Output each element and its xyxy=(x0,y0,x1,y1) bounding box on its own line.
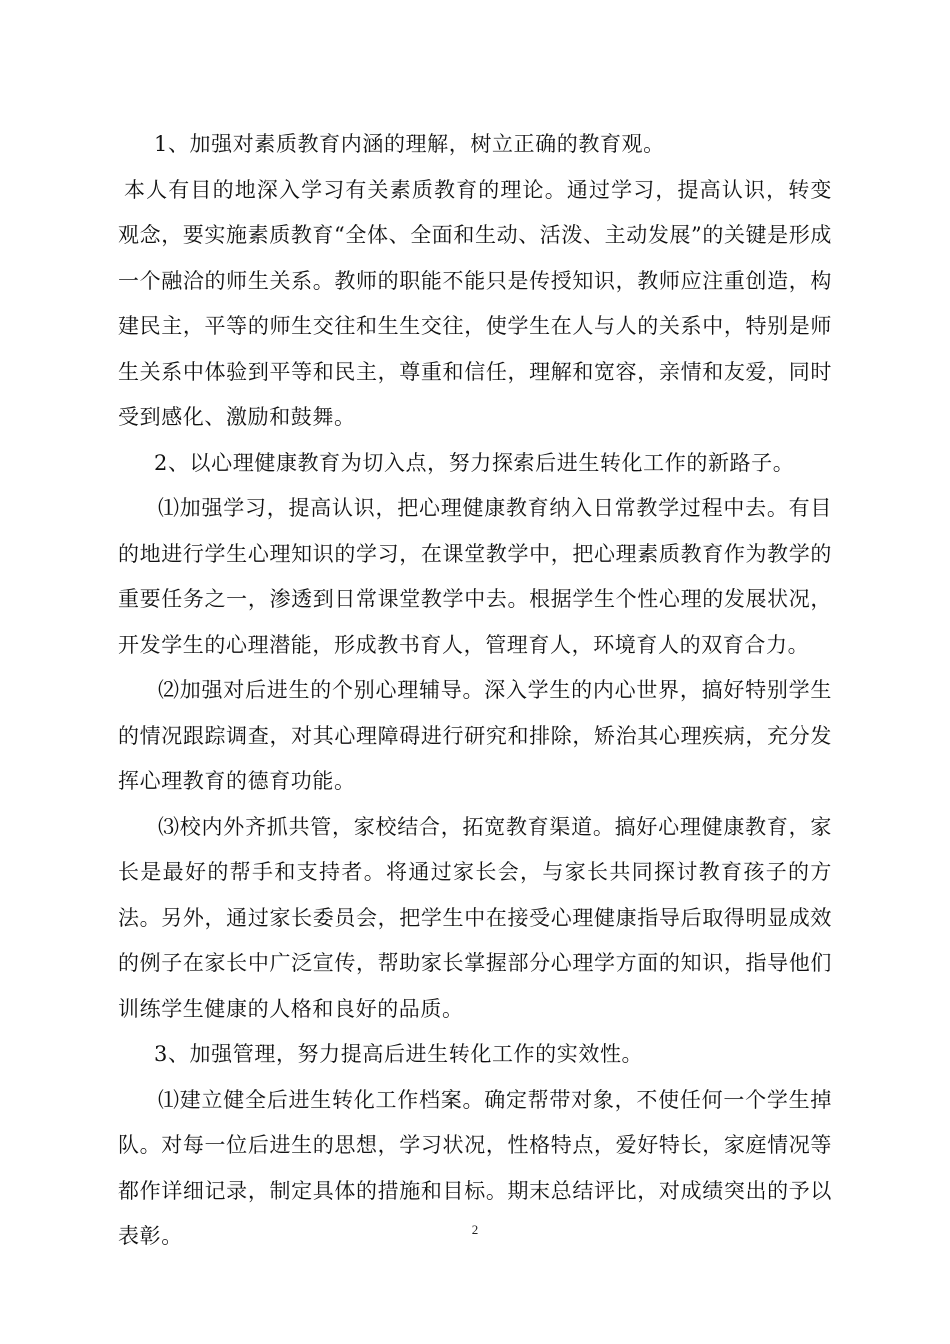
paragraph-1: 本人有目的地深入学习有关素质教育的理论。通过学习，提高认识，转变观念，要实施素质教育“全体、全面和生动、活泼、主动发展”的关键是形成一个融洽的师生关系。教师的职能不能只是传授知识，教师应注重创造，构建民主，平等的师生交往和生生交往，使学生在人与人的关系中，特别是师生关系中体验到平等和民主，尊重和信任，理解和宽容，亲情和友爱，同时受到感化、激励和鼓舞。 xyxy=(118,177,832,429)
paragraph-3-1: ⑴建立健全后进生转化工作档案。确定帮带对象，不使任何一个学生掉队。对每一位后进生的思想，学习状况，性格特点，爱好特长，家庭情况等都作详细记录，制定具体的措施和目标。期末总结评比，对成绩突出的予以表彰。 xyxy=(118,1087,832,1248)
heading-2: 2、以心理健康教育为切入点，努力探索后进生转化工作的新路子。 xyxy=(154,450,795,475)
paragraph-2-1: ⑴加强学习，提高认识，把心理健康教育纳入日常教学过程中去。有目的地进行学生心理知识的学习，在课堂教学中，把心理素质教育作为教学的重要任务之一，渗透到日常课堂教学中去。根据学生个性心理的发展状况，开发学生的心理潜能，形成教书育人，管理育人，环境育人的双育合力。 xyxy=(118,496,832,657)
document-body xyxy=(118,122,832,1260)
page-number: 2 xyxy=(471,1222,479,1237)
heading-1: 1、加强对素质教育内涵的理解，树立正确的教育观。 xyxy=(154,132,665,156)
heading-3: 3、加强管理，努力提高后进生转化工作的实效性。 xyxy=(154,1042,644,1066)
paragraph-2-2: ⑵加强对后进生的个别心理辅导。深入学生的内心世界，搞好特别学生的情况跟踪调查，对其心理障碍进行研究和排除，矫治其心理疾病，充分发挥心理教育的德育功能。 xyxy=(118,678,832,793)
paragraph-2-3: ⑶校内外齐抓共管，家校结合，拓宽教育渠道。搞好心理健康教育，家长是最好的帮手和支持者。将通过家长会，与家长共同探讨教育孩子的方法。另外，通过家长委员会，把学生中在接受心理健康指导后取得明显成效的例子在家长中广泛宣传，帮助家长掌握部分心理学方面的知识，指导他们训练学生健康的人格和良好的品质。 xyxy=(118,814,832,1021)
